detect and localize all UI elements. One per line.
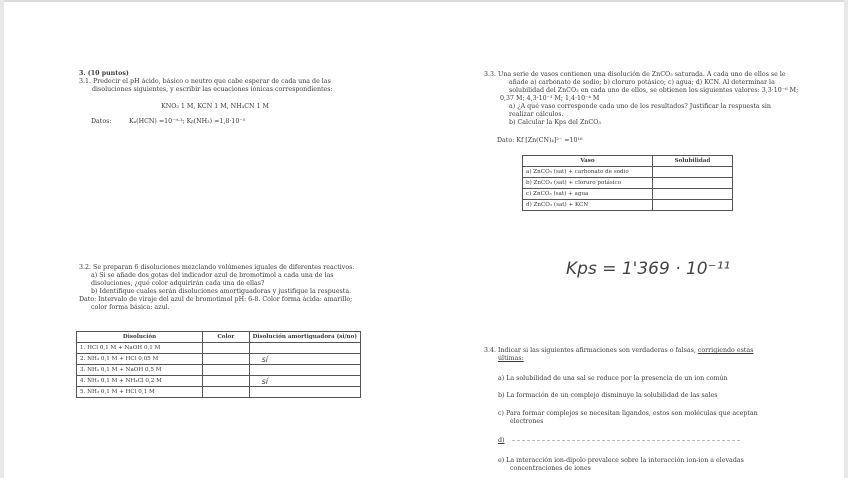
table-cell [653, 178, 733, 189]
table-header-cell: Disolución [77, 332, 203, 343]
viewer-right-border [844, 0, 848, 478]
table-cell [203, 343, 249, 354]
q31-text-line2: disoluciones siguientes, y escribir las ecuaciones iónicas correspondientes: [92, 86, 333, 93]
table-row [523, 178, 733, 189]
q33-line3: solubilidad del ZnCO₃ en cada uno de ellos, se obtienen los siguientes valores: 3,3·10⁻⁶ M; [509, 87, 799, 94]
q32-line4: b) Identifique cuales serán disoluciones amortiguadoras y justifique la respuesta. [91, 288, 352, 295]
faint-separator-line [512, 440, 740, 441]
table-header-cell: Color [203, 332, 249, 343]
table-cell: 2. NH₃ 0,1 M + HCl 0,05 M [77, 354, 203, 365]
q33-line6: realizar cálculos. [509, 111, 564, 118]
table-cell: 1. HCl 0,1 M + NaOH 0,1 M [77, 343, 203, 354]
table-cell [203, 376, 249, 387]
q32-line2: a) Si se añade dos gotas del indicador azul de bromotimol a cada una de las [91, 272, 334, 279]
q34-item-b: b) La formación de un complejo disminuye la solubilidad de las sales [498, 392, 718, 399]
q33-line7: b) Calcular la Kps del ZnCO₃ [509, 119, 601, 126]
table-cell [203, 354, 249, 365]
table-cell [653, 200, 733, 211]
table-cell: c) ZnCO₃ (sat) + agua [523, 189, 653, 200]
q32-line6: color forma básica: azul. [91, 304, 170, 311]
q31-data: Kₐ(HCN) =10⁻⁹·³; Kᵦ(NH₃) =1,8·10⁻⁵ [129, 118, 246, 125]
table-row [77, 354, 361, 365]
table-cell: 4. NH₃ 0,1 M + NH₄Cl 0,2 M [77, 376, 203, 387]
handwritten-answer: sí [249, 354, 360, 365]
q33-line5: a) ¿A qué vaso corresponde cada uno de los resultados? Justificar la respuesta sin [509, 103, 771, 110]
table-row [523, 200, 733, 211]
q34-line2: últimas: [498, 355, 524, 362]
handwritten-kps-answer: Kps = 1'369 · 10⁻¹¹ [566, 259, 731, 279]
q33-line4: 0,37 M; 4,3·10⁻³ M; 1,4·10⁻⁴ M [500, 95, 600, 102]
q34-item-e-cont: concentraciones de iones [510, 465, 591, 472]
q33-line2: añade a) carbonato de sodio; b) cloruro potásico; c) agua; d) KCN. Al determinar la [509, 79, 775, 86]
table-row [77, 343, 361, 354]
vaso-header-cell: Vaso [523, 156, 653, 167]
table-cell: 5. NH₃ 0,1 M + HCl 0,1 M [77, 387, 203, 398]
vaso-header-cell: Solubilidad [653, 156, 733, 167]
table-cell: b) ZnCO₃ (sat) + cloruro potásico [523, 178, 653, 189]
table-cell [203, 365, 249, 376]
table-cell [653, 167, 733, 178]
vaso-header-row [523, 156, 733, 167]
q33-line1: 3.3. Una serie de vasos contienen una disolución de ZnCO₃ saturada. A cada uno de ellos se le [484, 71, 786, 78]
vaso-table [522, 155, 733, 211]
dissolutions-table [76, 331, 361, 398]
viewer-top-border [0, 0, 848, 2]
q34-line1-underlined: corrigiendo estas [697, 347, 754, 354]
q34-item-e: e) La interacción ion-dipolo prevalece sobre la interacción ion-ion a elevadas [498, 457, 744, 464]
handwritten-answer: sí [249, 376, 360, 387]
q34-item-a: a) La solubilidad de una sal se reduce por la presencia de un ion común [498, 375, 728, 382]
q34-line1 [484, 347, 753, 355]
q31-text-line1: 3.1. Predecir el pH ácido, básico o neutro que cabe esperar de cada una de las [79, 78, 331, 85]
table-cell [653, 189, 733, 200]
table-row [523, 189, 733, 200]
table-cell [249, 365, 360, 376]
table-cell [203, 387, 249, 398]
q33-data: Dato: Kf [Zn(CN)₄]²⁻ =10¹⁶ [497, 137, 583, 144]
table-cell [249, 343, 360, 354]
table-header-row [77, 332, 361, 343]
table-cell: d) ZnCO₃ (sat) + KCN [523, 200, 653, 211]
table-row [523, 167, 733, 178]
table-row [77, 376, 361, 387]
table-header-cell: Disolución amortiguadora (si/no) [249, 332, 360, 343]
table-cell [249, 387, 360, 398]
q32-line5: Dato: Intervalo de viraje del azul de bromotimol pH: 6-8. Color forma ácida: amarillo; [79, 296, 353, 303]
table-cell: 3. NH₃ 0,1 M + NaOH 0,5 M [77, 365, 203, 376]
q34-line1-text: 3.4. Indicar si las siguientes afirmaciones son verdaderas o falsas, [484, 347, 696, 354]
q34-item-c: c) Para formar complejos se necesitan ligandos, estos son moléculas que aceptan [498, 410, 758, 417]
table-cell: a) ZnCO₃ (sat) + carbonato de sodio [523, 167, 653, 178]
q31-solutions: KNO₃ 1 M, KCN 1 M, NH₄CN 1 M [161, 103, 269, 110]
q34-item-c-cont: electrones [510, 418, 544, 425]
q32-line3: disoluciones, ¿qué color adquirirán cada una de ellas? [91, 280, 265, 287]
q32-line1: 3.2. Se preparan 6 disoluciones mezclando volúmenes iguales de diferentes reactivos. [79, 264, 355, 271]
viewer-left-border [0, 0, 4, 478]
table-row [77, 387, 361, 398]
q31-data-label: Datos: [91, 118, 112, 125]
question-3-title: 3. (10 puntos) [79, 70, 129, 77]
table-row [77, 365, 361, 376]
q34-item-d: d) [498, 437, 505, 444]
